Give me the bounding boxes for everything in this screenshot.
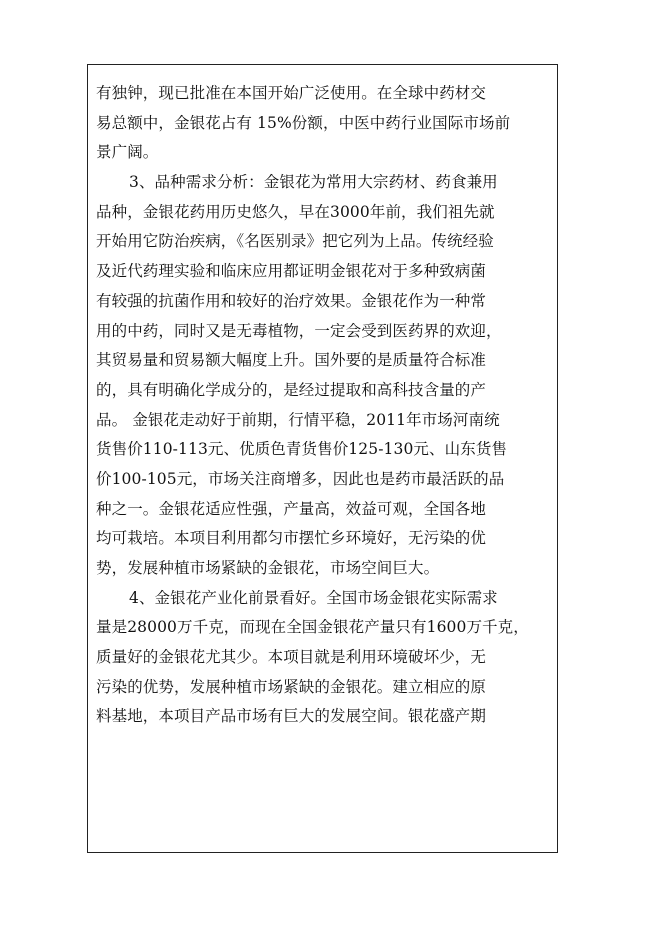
text-line: 有独钟，现已批准在本国开始广泛使用。在全球中药材交 xyxy=(96,84,487,102)
text-line: 质量好的金银花尤其少。本项目就是利用环境破坏少，无 xyxy=(96,648,487,667)
text-line: 品。 金银花走动好于前期，行情平稳，2011年市场河南统 xyxy=(96,410,500,429)
text-line: 料基地，本项目产品市场有巨大的发展空间。银花盛产期 xyxy=(96,707,487,726)
text-line: 其贸易量和贸易额大幅度上升。国外要的是质量符合标准 xyxy=(96,351,487,370)
text-line: 用的中药，同时又是无毒植物，一定会受到医药界的欢迎， xyxy=(96,321,502,340)
text-line: 均可栽培。本项目利用都匀市摆忙乡环境好，无污染的优 xyxy=(96,529,487,548)
text-line: 及近代药理实验和临床应用都证明金银花对于多种致病菌 xyxy=(96,262,487,281)
text-line: 3、品种需求分析：金银花为常用大宗药材、药食兼用 xyxy=(129,173,498,192)
text-line: 量是28000万千克，而现在全国金银花产量只有1600万千克， xyxy=(96,618,529,637)
text-line: 4、金银花产业化前景看好。全国市场金银花实际需求 xyxy=(129,588,498,607)
text-line: 价100-105元，市场关注商增多，因此也是药市最活跃的品 xyxy=(96,469,505,488)
text-line: 的，具有明确化学成分的，是经过提取和高科技含量的产 xyxy=(96,380,487,399)
text-line: 货售价110-113元、优质色青货售价125-130元、山东货售 xyxy=(96,440,508,459)
text-line: 品种，金银花药用历史悠久，早在3000年前，我们祖先就 xyxy=(96,202,495,221)
text-line: 势，发展种植市场紧缺的金银花，市场空间巨大。 xyxy=(96,559,440,577)
document-table-cell xyxy=(87,64,558,853)
text-line: 种之一。金银花适应性强，产量高，效益可观，全国各地 xyxy=(96,499,487,518)
text-line: 有较强的抗菌作用和较好的治疗效果。金银花作为一种常 xyxy=(96,291,487,310)
text-line: 开始用它防治疾病，《名医别录》把它列为上品。传统经验 xyxy=(96,232,494,251)
text-line: 易总额中，金银花占有 15%份额，中医中药行业国际市场前 xyxy=(96,113,511,132)
document-body xyxy=(96,79,553,732)
text-line: 污染的优势，发展种植市场紧缺的金银花。建立相应的原 xyxy=(96,677,487,696)
text-line: 景广阔。 xyxy=(96,143,159,162)
